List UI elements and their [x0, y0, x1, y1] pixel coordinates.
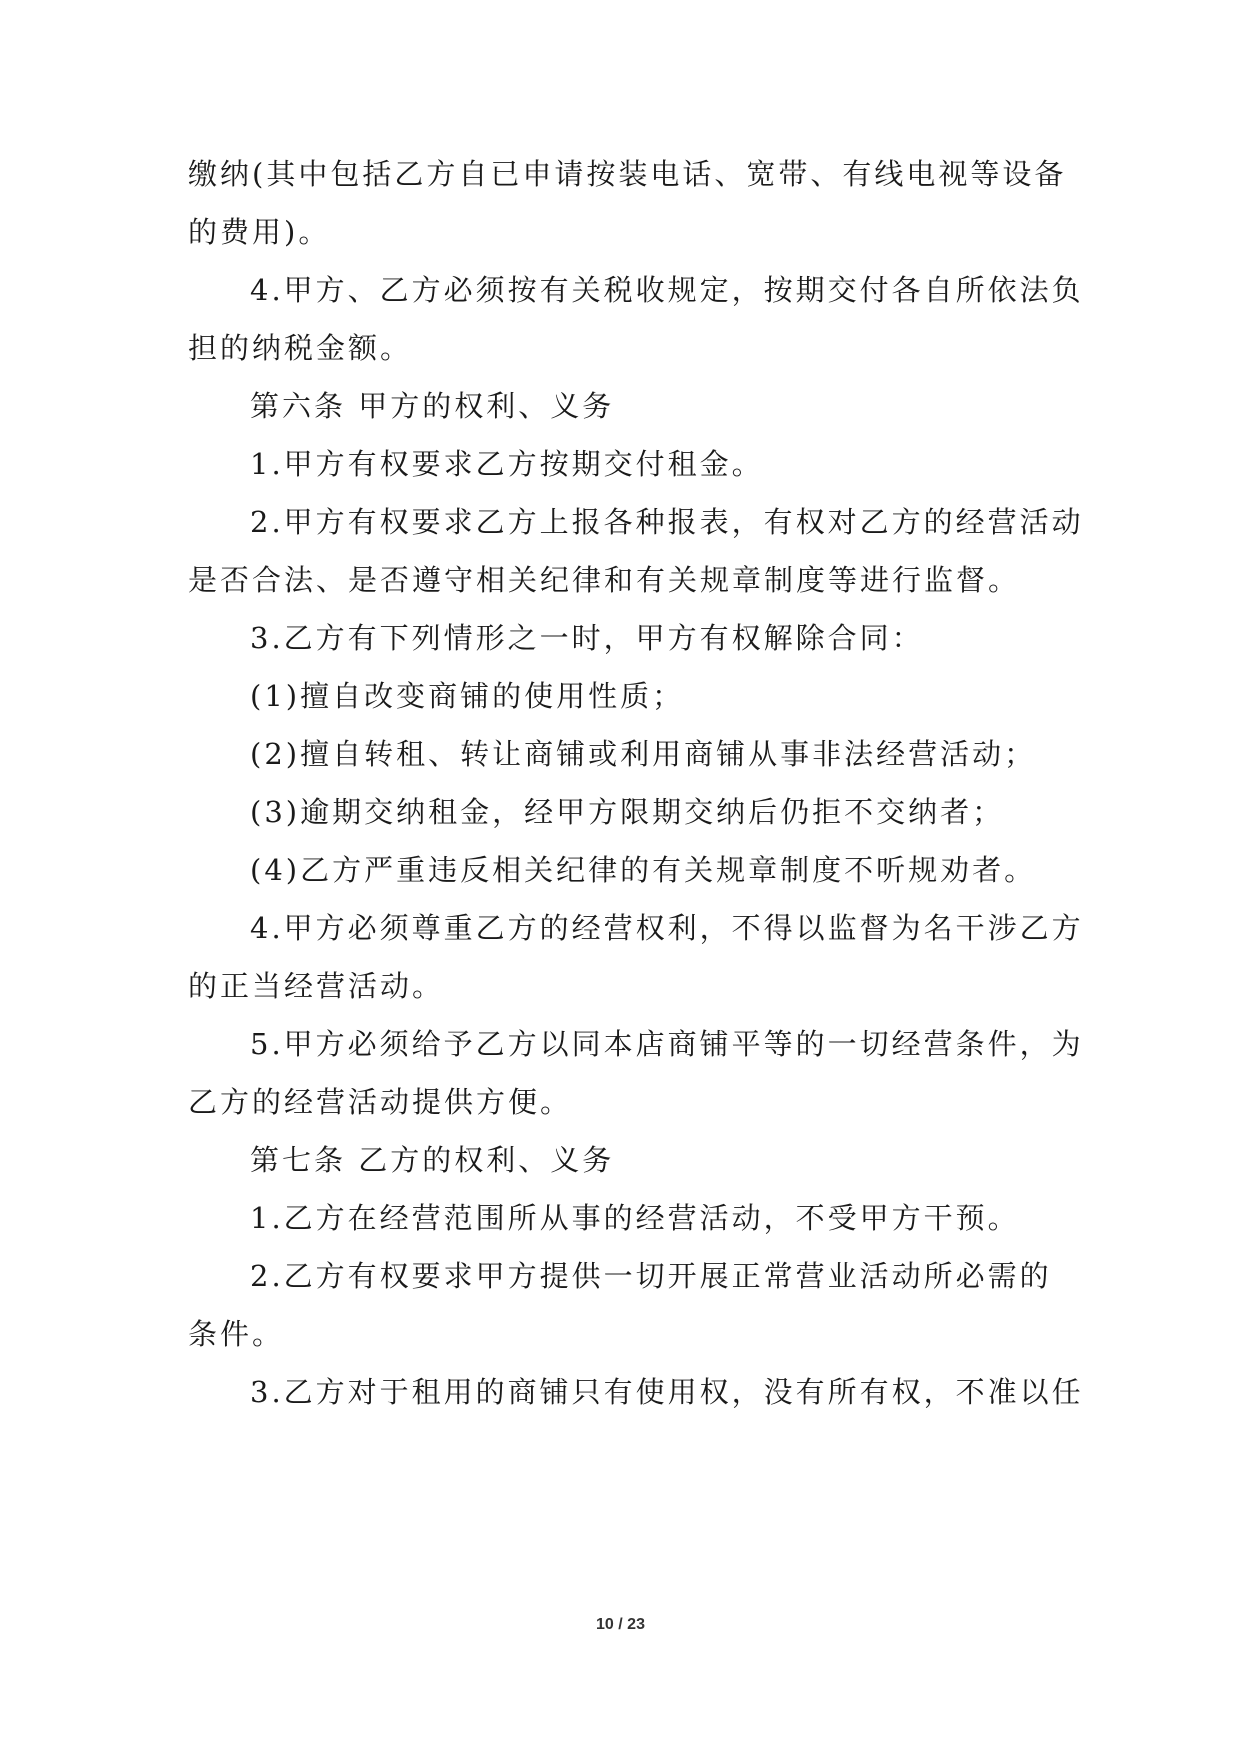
text-line: 1.甲方有权要求乙方按期交付租金。 [250, 447, 764, 481]
page-number: 10 / 23 [596, 1616, 645, 1633]
section-heading: 第七条 乙方的权利、义务 [250, 1143, 615, 1177]
list-item: (3)逾期交纳租金，经甲方限期交纳后仍拒不交纳者； [250, 795, 1005, 829]
text-line: 2.甲方有权要求乙方上报各种报表，有权对乙方的经营活动 [250, 505, 1084, 539]
text-line: 1.乙方在经营范围所从事的经营活动，不受甲方干预。 [250, 1201, 1020, 1235]
text-line: 是否合法、是否遵守相关纪律和有关规章制度等进行监督。 [188, 563, 1021, 597]
text-line: 的正当经营活动。 [188, 969, 445, 1003]
text-line: 的费用)。 [188, 215, 331, 249]
text-line: 5.甲方必须给予乙方以同本店商铺平等的一切经营条件，为 [250, 1027, 1084, 1061]
section-heading: 第六条 甲方的权利、义务 [250, 389, 615, 423]
text-line: 缴纳(其中包括乙方自已申请按装电话、宽带、有线电视等设备 [188, 157, 1067, 191]
text-line: 担的纳税金额。 [188, 331, 413, 365]
text-line: 条件。 [188, 1317, 285, 1351]
text-line: 乙方的经营活动提供方便。 [188, 1085, 573, 1119]
list-item: (1)擅自改变商铺的使用性质； [250, 679, 685, 713]
text-line: 4.甲方必须尊重乙方的经营权利，不得以监督为名干涉乙方 [250, 911, 1084, 945]
list-item: (2)擅自转租、转让商铺或利用商铺从事非法经营活动； [250, 737, 1037, 771]
text-line: 3.乙方有下列情形之一时，甲方有权解除合同： [250, 621, 924, 655]
list-item: (4)乙方严重违反相关纪律的有关规章制度不听规劝者。 [250, 853, 1037, 887]
text-line: 4.甲方、乙方必须按有关税收规定，按期交付各自所依法负 [250, 273, 1084, 307]
text-line: 2.乙方有权要求甲方提供一切开展正常营业活动所必需的 [250, 1259, 1052, 1293]
text-line: 3.乙方对于租用的商铺只有使用权，没有所有权，不准以任 [250, 1375, 1084, 1409]
